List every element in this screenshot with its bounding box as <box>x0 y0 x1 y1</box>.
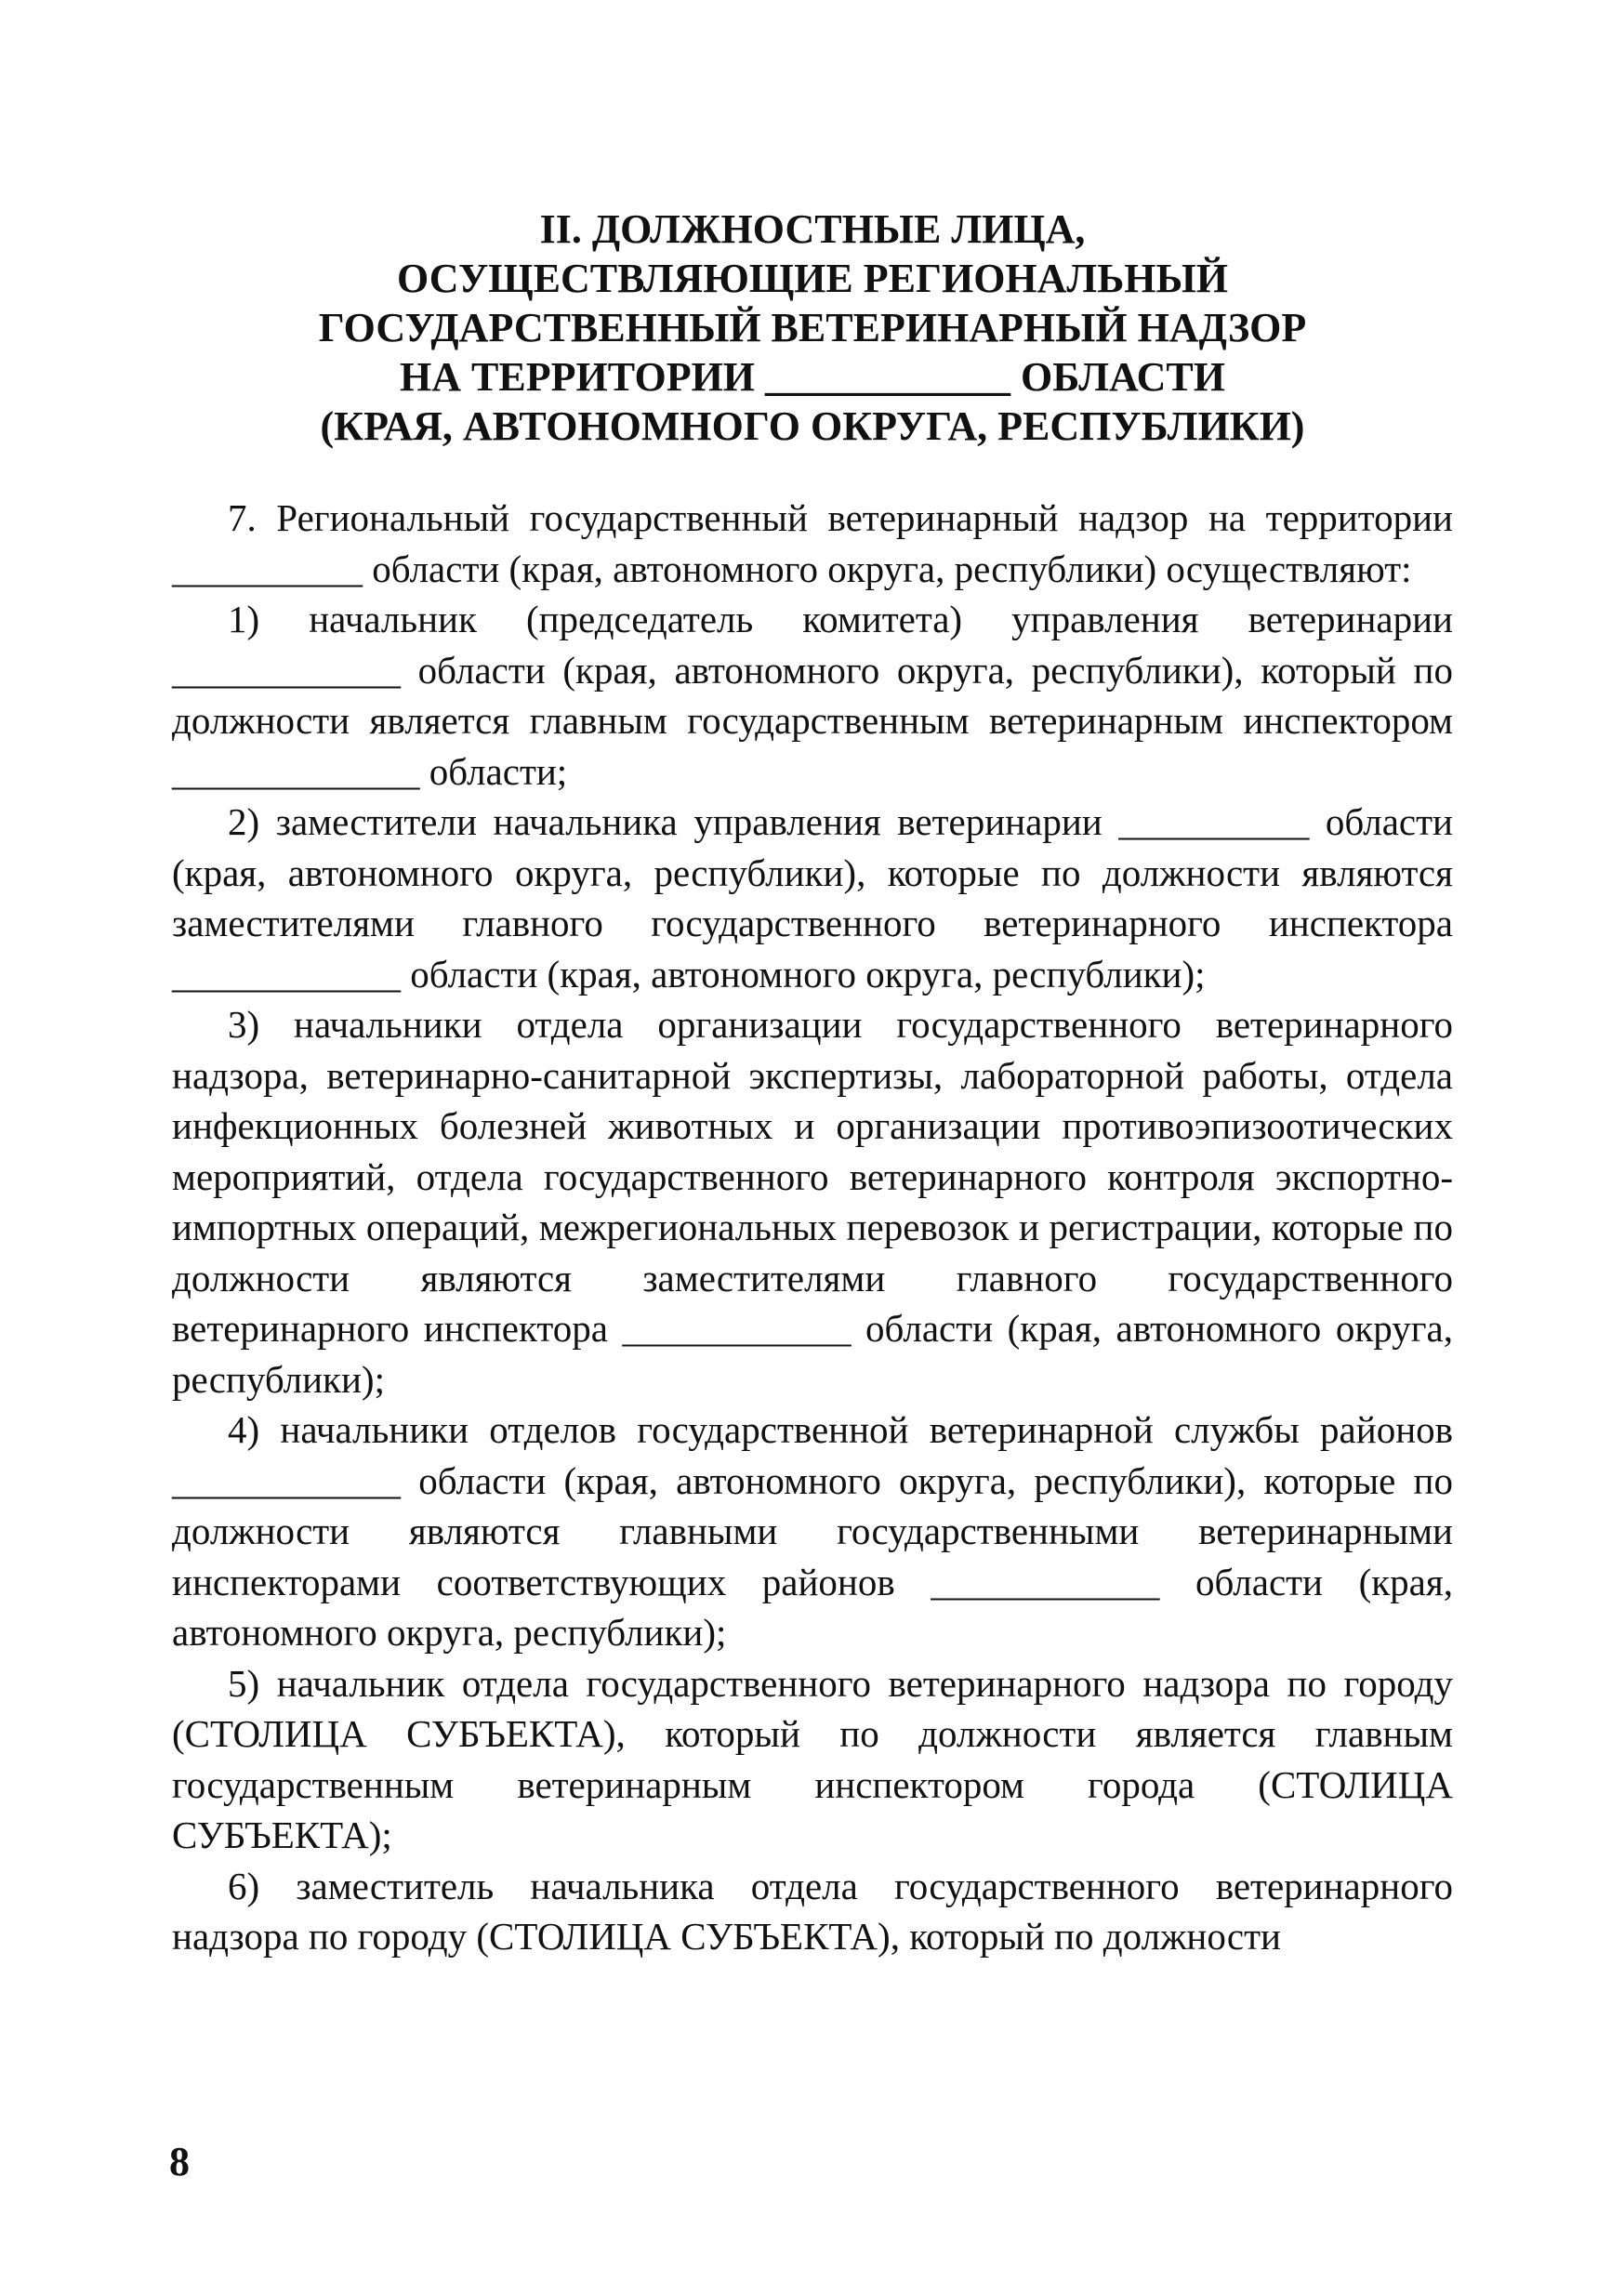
heading-line: ОСУЩЕСТВЛЯЮЩИЕ РЕГИОНАЛЬНЫЙ <box>397 256 1228 301</box>
section-heading <box>172 204 1453 451</box>
paragraph-subitem-5: 5) начальник отдела государственного ветеринарного надзора по городу (СТОЛИЦА СУБЪЕКТА), который по должности является главным государственным ветеринарным инспектором города (СТОЛИЦА СУБЪЕКТА); <box>172 1661 1453 1856</box>
heading-line: II. ДОЛЖНОСТНЫЕ ЛИЦА, <box>539 206 1086 252</box>
paragraph-subitem-3: 3) начальники отдела организации государственного ветеринарного надзора, ветеринарно-санитарной экспертизы, лабораторной работы, отдела инфекционных болезней животных и организации противоэпизоотических мероприятий, отдела государственного ветеринарного контроля экспортно-импортных операций, межрегиональных перевозок и регистрации, которые по должности являются заместителями главного государственного ветеринарного инспектора ____________ области (края, автономного округа, республики); <box>172 1003 1453 1401</box>
paragraph-subitem-6: 6) заместитель начальника отдела государственного ветеринарного надзора по городу (СТОЛИЦА СУБЪЕКТА), который по должности <box>172 1864 1453 1958</box>
document-page <box>172 204 1453 1962</box>
page-number: 8 <box>169 2139 190 2184</box>
heading-line: ГОСУДАРСТВЕННЫЙ ВЕТЕРИНАРНЫЙ НАДЗОР <box>318 305 1307 350</box>
paragraph-item-7: 7. Региональный государственный ветеринарный надзор на территории __________ области (края, автономного округа, республики) осуществляют: <box>172 496 1453 590</box>
heading-line: (КРАЯ, АВТОНОМНОГО ОКРУГА, РЕСПУБЛИКИ) <box>320 403 1305 449</box>
paragraph-subitem-2: 2) заместители начальника управления ветеринарии __________ области (края, автономного округа, республики), которые по должности являются заместителями главного государственного ветеринарного инспектора ____________ области (края, автономного округа, республики); <box>172 800 1453 996</box>
body-text <box>172 493 1453 1962</box>
paragraph-subitem-1: 1) начальник (председатель комитета) управления ветеринарии ____________ области (края, автономного округа, республики), который по должности является главным государственным ветеринарным инспектором _____________ области; <box>172 598 1453 793</box>
heading-line: НА ТЕРРИТОРИИ ____________ ОБЛАСТИ <box>400 354 1225 400</box>
paragraph-subitem-4: 4) начальники отделов государственной ветеринарной службы районов ____________ области (края, автономного округа, республики), которые по должности являются главными государственными ветеринарными инспекторами соответствующих районов ____________ области (края, автономного округа, республики); <box>172 1408 1453 1654</box>
